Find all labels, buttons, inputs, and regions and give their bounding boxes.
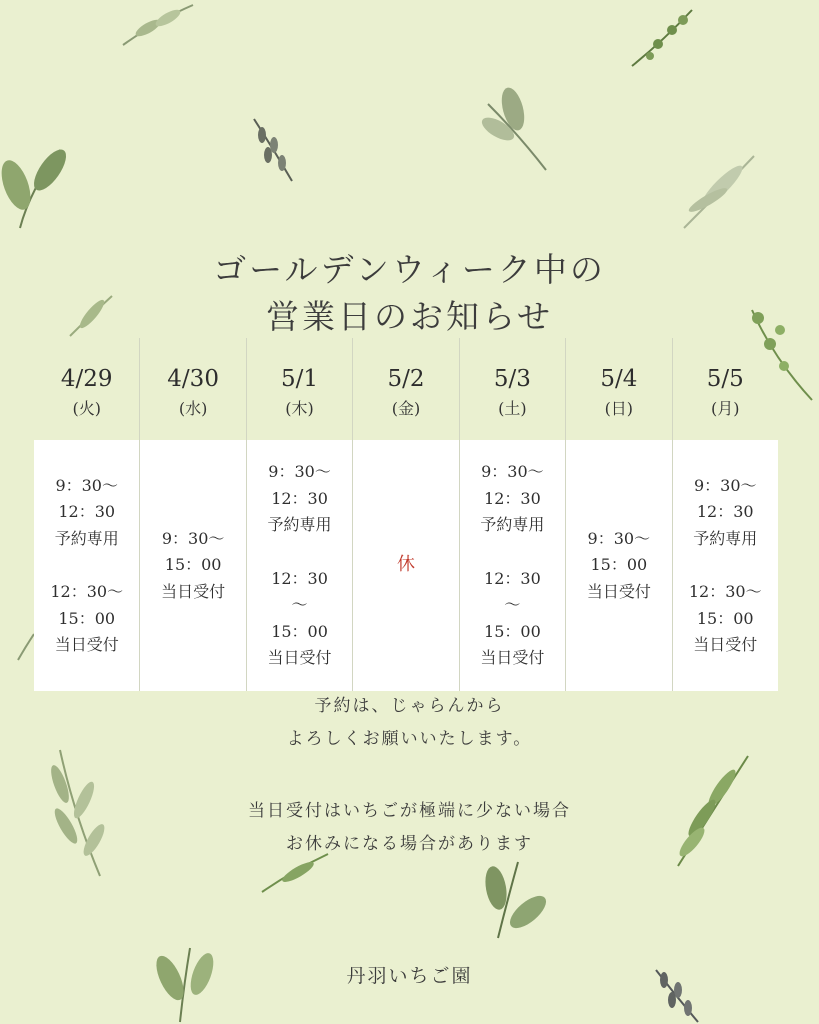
hours-line: 12：30 <box>484 488 541 508</box>
hours-line: 当日受付 <box>267 648 332 668</box>
day-date: 4/30 <box>167 366 219 392</box>
hours-line: 9：30〜 <box>481 462 544 482</box>
day-weekday: (火) <box>72 399 101 418</box>
schedule-day <box>34 338 140 691</box>
hours-line: 15：00 <box>696 608 754 628</box>
hours-line: 〜 <box>504 595 521 615</box>
leaf-icon <box>478 84 552 174</box>
leaf-icon <box>14 632 36 662</box>
schedule-day <box>566 338 672 691</box>
day-hours <box>353 440 458 691</box>
day-header <box>566 338 671 440</box>
note-line: お休みになる場合があります <box>286 834 533 854</box>
hours-block <box>50 579 123 659</box>
hours-line: 〜 <box>291 595 308 615</box>
day-weekday: (日) <box>604 399 634 418</box>
leaf-icon <box>678 150 758 232</box>
day-header <box>247 338 352 440</box>
hours-block <box>268 459 332 539</box>
day-date: 4/29 <box>60 366 113 392</box>
day-date: 5/5 <box>706 366 744 392</box>
leaf-icon <box>118 0 198 50</box>
hours-line: 9：30〜 <box>693 475 757 495</box>
day-hours <box>34 440 139 691</box>
hours-line: 9：30〜 <box>55 475 118 495</box>
day-hours <box>140 440 245 691</box>
day-weekday: (木) <box>285 399 314 418</box>
closed-label: 休 <box>396 554 415 576</box>
hours-line: 9：30〜 <box>161 528 225 548</box>
day-date: 5/2 <box>387 366 425 392</box>
hours-line: 12：30 <box>58 502 116 521</box>
day-hours <box>673 440 778 691</box>
hours-line: 12：30〜 <box>50 582 124 601</box>
day-header <box>353 338 458 440</box>
day-weekday: (水) <box>178 399 208 418</box>
day-hours <box>566 440 671 691</box>
warning-note <box>0 795 819 861</box>
hours-block <box>480 566 544 672</box>
hours-block <box>693 473 757 553</box>
leaf-icon <box>244 115 298 185</box>
hours-line: 予約専用 <box>693 528 758 548</box>
schedule-day <box>673 338 778 691</box>
note-line: 当日受付はいちごが極端に少ない場合 <box>248 801 571 821</box>
schedule-day <box>353 338 459 691</box>
hours-block <box>161 526 225 606</box>
page-title-line2: 営業日のお知らせ <box>265 297 553 336</box>
day-header <box>34 338 139 440</box>
hours-line: 9：30〜 <box>587 528 651 548</box>
hours-line: 予約専用 <box>54 528 119 548</box>
hours-line: 15：00 <box>484 621 541 641</box>
hours-line: 15：00 <box>58 608 116 628</box>
hours-line: 当日受付 <box>586 581 651 601</box>
day-hours <box>247 440 352 691</box>
hours-block <box>268 566 332 672</box>
day-hours <box>460 440 565 691</box>
schedule-table <box>34 338 778 691</box>
shop-name: 丹羽いちご園 <box>346 965 473 987</box>
hours-line: 12：30 <box>696 502 754 521</box>
hours-line: 当日受付 <box>693 635 758 654</box>
day-weekday: (土) <box>498 399 527 418</box>
hours-line: 15：00 <box>271 621 328 641</box>
hours-line: 15：00 <box>164 555 222 575</box>
day-weekday: (月) <box>710 399 740 418</box>
day-date: 5/1 <box>281 366 319 392</box>
hours-block <box>587 526 651 606</box>
day-date: 5/4 <box>600 366 638 392</box>
schedule-day <box>460 338 566 691</box>
leaf-icon <box>628 6 698 70</box>
hours-line: 15：00 <box>590 555 648 575</box>
hours-block <box>480 459 544 539</box>
hours-line: 12：30〜 <box>688 582 762 601</box>
hours-block <box>55 473 119 553</box>
day-header <box>460 338 565 440</box>
reservation-note <box>0 690 819 756</box>
schedule-day <box>247 338 353 691</box>
hours-line: 当日受付 <box>54 635 119 654</box>
hours-line: 12：30 <box>271 488 328 508</box>
hours-line: 当日受付 <box>161 581 226 601</box>
leaf-icon <box>0 140 72 232</box>
hours-line: 当日受付 <box>480 648 545 668</box>
schedule-day <box>140 338 246 691</box>
day-weekday: (金) <box>391 399 421 418</box>
hours-block <box>689 579 762 659</box>
hours-line: 12：30 <box>484 568 541 588</box>
day-header <box>673 338 778 440</box>
note-line: 予約は、じゃらんから <box>314 696 505 716</box>
hours-line: 予約専用 <box>480 515 545 535</box>
hours-line: 9：30〜 <box>268 462 331 482</box>
day-header <box>140 338 245 440</box>
hours-line: 12：30 <box>271 568 328 588</box>
hours-line: 予約専用 <box>267 515 332 535</box>
note-line: よろしくお願いいたします。 <box>286 729 533 749</box>
leaf-icon <box>478 858 552 940</box>
page-title-line1: ゴールデンウィーク中の <box>213 250 606 289</box>
day-date: 5/3 <box>493 366 531 392</box>
